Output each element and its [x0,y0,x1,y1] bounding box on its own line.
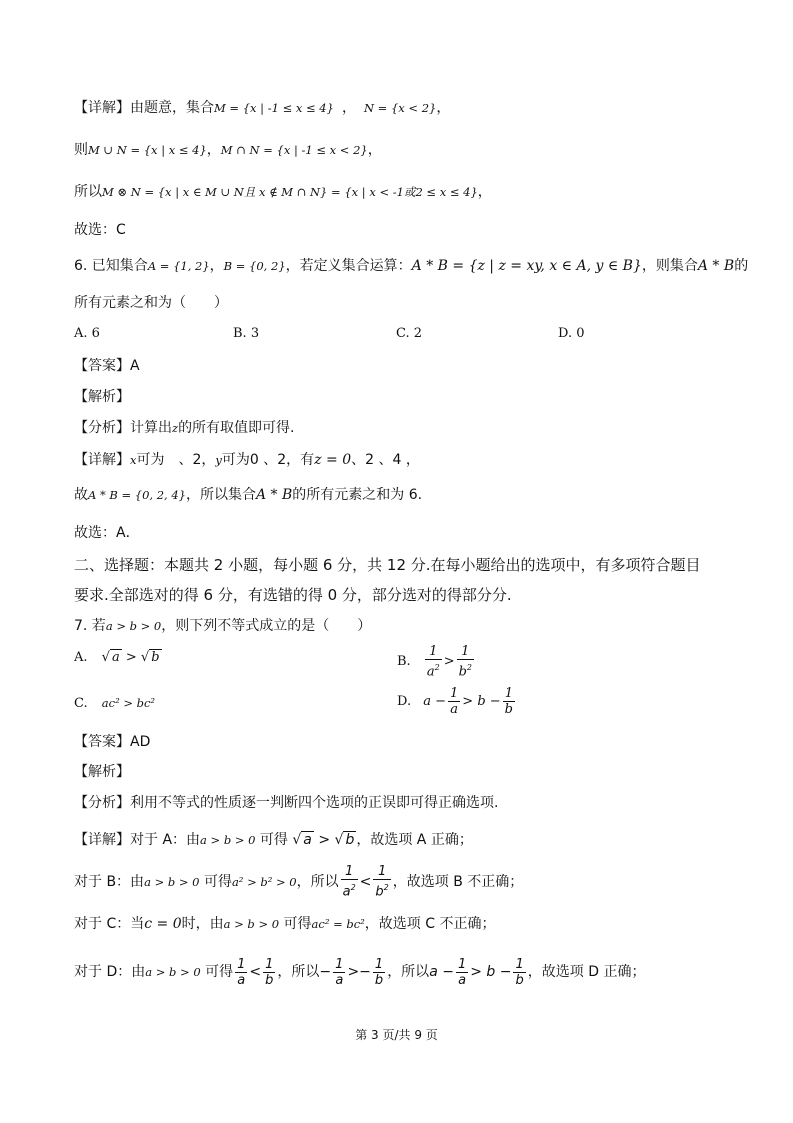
text: 【详解】对于 A：由 [74,832,201,848]
q7-answer: 【答案】AD [74,734,151,750]
solution-line-3 [74,182,492,202]
question-number: 6. 已知集合 [74,258,148,274]
frac-1-a: $\frac{1}{a}$ [457,956,467,988]
union-expr: M ∪ N = {x | x ≤ 4} [88,143,207,157]
operation-result: M ⊗ N = {x | x ∈ M ∪ N且 x ∉ M ∩ N} = {x | x < -1或2 ≤ x ≤ 4} [102,185,478,199]
text: 可得 [283,916,312,932]
text: 对于 D：由 [74,964,146,980]
q7-detail-d: 对于 D：由a > b > 0 可得 $\frac{1}{a}$ < $\frac{1}{b}$ ，所以− $\frac{1}{a}$ >− $\frac{1}{b}$ ，所以a − $\frac{1}{a}$ > b − $\frac{1}{b}$ ，故选项 D 正确； [74,956,646,988]
q7-fenxi: 【分析】利用不等式的性质逐一判断四个选项的正误即可得正确选项. [74,795,499,811]
q7-option-a: A. √ a > √ b [74,650,160,665]
text: ，若定义集合运算： [285,258,412,274]
text: 可为0 、2，有 [221,452,315,468]
text: 、2 、4 ， [351,452,420,468]
text: 可得 [203,874,232,890]
q6-choice: 故选：A． [74,525,140,541]
text: 的 [734,258,749,274]
set-n-def: N = {x < 2} [363,101,437,115]
frac-1-b: $\frac{1}{b}$ [504,686,513,717]
sqrt-a: √ a [101,650,120,665]
inequality: a² > b² > 0 [231,875,297,889]
condition: a > b > 0 [223,917,280,931]
option-label: B. [397,654,411,670]
section-2-heading-line-2: 要求.全部选对的得 6 分，有选错的得 0 分，部分选对的得部分分. [74,586,512,604]
option-c-expr: ac² > bc² [101,696,156,710]
condition: a > b > 0 [145,965,201,979]
result-set: A * B = {0, 2, 4} [88,488,186,502]
text: 可得 [205,964,234,980]
q6-option-a: A. 6 [74,326,100,341]
text: ，故选项 D 正确； [527,964,646,980]
sqrt-b: √ b [140,650,160,665]
text: 则 [74,142,88,158]
separator: ， [209,258,224,274]
q6-answer: 【答案】A [74,358,140,374]
question-6-line-2: 所有元素之和为（ ） [74,295,228,311]
z-eq-0: z = 0 [314,452,352,468]
separator: ， [436,100,451,116]
choice-c: 故选：C [74,222,126,238]
set-m-def: M = {x | -1 ≤ x ≤ 4} [214,101,334,115]
text: ，所以 [277,964,320,980]
option-label: C. [74,696,88,711]
frac-1-b2: $\frac{1}{b^2}$ [458,644,473,680]
q6-option-d: D. 0 [558,326,585,341]
frac-1-b: $\frac{1}{b}$ [515,956,524,988]
set-ab: A * B [697,258,735,274]
text: ，故选项 C 不正确； [364,916,496,932]
page-footer: 第 3 页/共 9 页 [355,1028,438,1042]
equality: ac² = bc² [311,917,365,931]
condition: a > b > 0 [105,619,162,633]
frac-1-a2: $\frac{1}{a^2}$ [342,864,356,900]
var-z: z [172,421,179,435]
separator: ， [206,142,221,158]
frac-1-a: $\frac{1}{a}$ [335,956,344,988]
separator: ， [477,184,492,200]
set-a-def: A = {1, 2} [147,259,210,273]
option-label: D. [397,694,412,709]
frac-1-b: $\frac{1}{b}$ [265,956,274,988]
q7-option-d: D. a − $\frac{1}{a}$ > b − $\frac{1}{b}$ [397,686,513,717]
q6-option-b: B. 3 [233,326,260,341]
text: 【分析】计算出 [74,420,172,436]
q7-option-b: B. $\frac{1}{a^2}$ > $\frac{1}{b^2}$ [397,644,473,680]
text: ，故选项 A 正确； [356,832,473,848]
frac-1-b: $\frac{1}{b}$ [374,956,384,988]
separator: ， [341,100,356,116]
text: 可得 [259,832,288,848]
text: 的所有元素之和为 6. [292,487,423,503]
q7-jiexi: 【解析】 [74,764,130,780]
q7-detail-c [74,914,495,934]
section-2-heading: 二、选择题：本题共 2 小题，每小题 6 分，共 12 分.在每小题给出的选项中，有多项符合题目 [74,556,701,574]
text: ，所以 [296,874,339,890]
intersection-expr: M ∩ N = {x | -1 ≤ x < 2} [220,143,368,157]
frac-1-a2: $\frac{1}{a^2}$ [426,644,440,680]
q6-jiexi: 【解析】 [74,389,130,405]
q6-option-c: C. 2 [396,326,423,341]
text: ，则下列不等式成立的是（ ） [161,618,372,634]
q6-fenxi [74,418,295,438]
text: 【详解】 [74,452,130,468]
sqrt-b: √ b [334,832,355,848]
text: 对于 C：当 [74,916,145,932]
frac-1-a: $\frac{1}{a}$ [237,956,246,988]
frac-1-a: $\frac{1}{a}$ [450,686,459,717]
text: ，故选项 B 不正确； [392,874,524,890]
condition: a > b > 0 [200,833,256,847]
frac-1-b2: $\frac{1}{b^2}$ [375,864,389,900]
question-7 [74,616,371,636]
var-x: x [130,453,137,467]
text: 可为 、2， [136,452,216,468]
text: 故 [74,487,88,503]
sqrt-a: √ a [292,832,312,848]
set-ab: A * B [255,487,293,503]
separator: ， [367,142,382,158]
option-label: A. [74,650,88,665]
text: ，所以集合 [185,487,256,503]
question-6 [74,256,748,276]
set-b-def: B = {0, 2} [223,259,286,273]
q7-detail-b: 对于 B：由a > b > 0 可得a² > b² > 0，所以 $\frac{1}{a^2}$ < $\frac{1}{b^2}$ ，故选项 B 不正确； [74,864,524,900]
c-eq-0: c = 0 [144,916,182,932]
detail-label: 【详解】由题意，集合 [74,100,214,116]
text: 的所有取值即可得. [178,420,295,436]
condition: a > b > 0 [144,875,200,889]
q6-gu [74,485,422,505]
text: ，则集合 [641,258,698,274]
text: 时，由 [181,916,224,932]
var-y: y [215,453,222,467]
text: 对于 B：由 [74,874,145,890]
q7-option-c [74,696,155,711]
q6-xiangjie [74,450,420,470]
operation-def: A * B = {z | z = xy, x ∈ A, y ∈ B} [411,258,642,274]
q7-detail-a: 【详解】对于 A：由a > b > 0 可得 √ a > √ b ，故选项 A 正确； [74,832,473,848]
solution-line-1 [74,98,450,118]
text: 所以 [74,184,102,200]
text: ，所以 [387,964,430,980]
question-number: 7. 若 [74,618,106,634]
solution-line-2 [74,140,382,160]
